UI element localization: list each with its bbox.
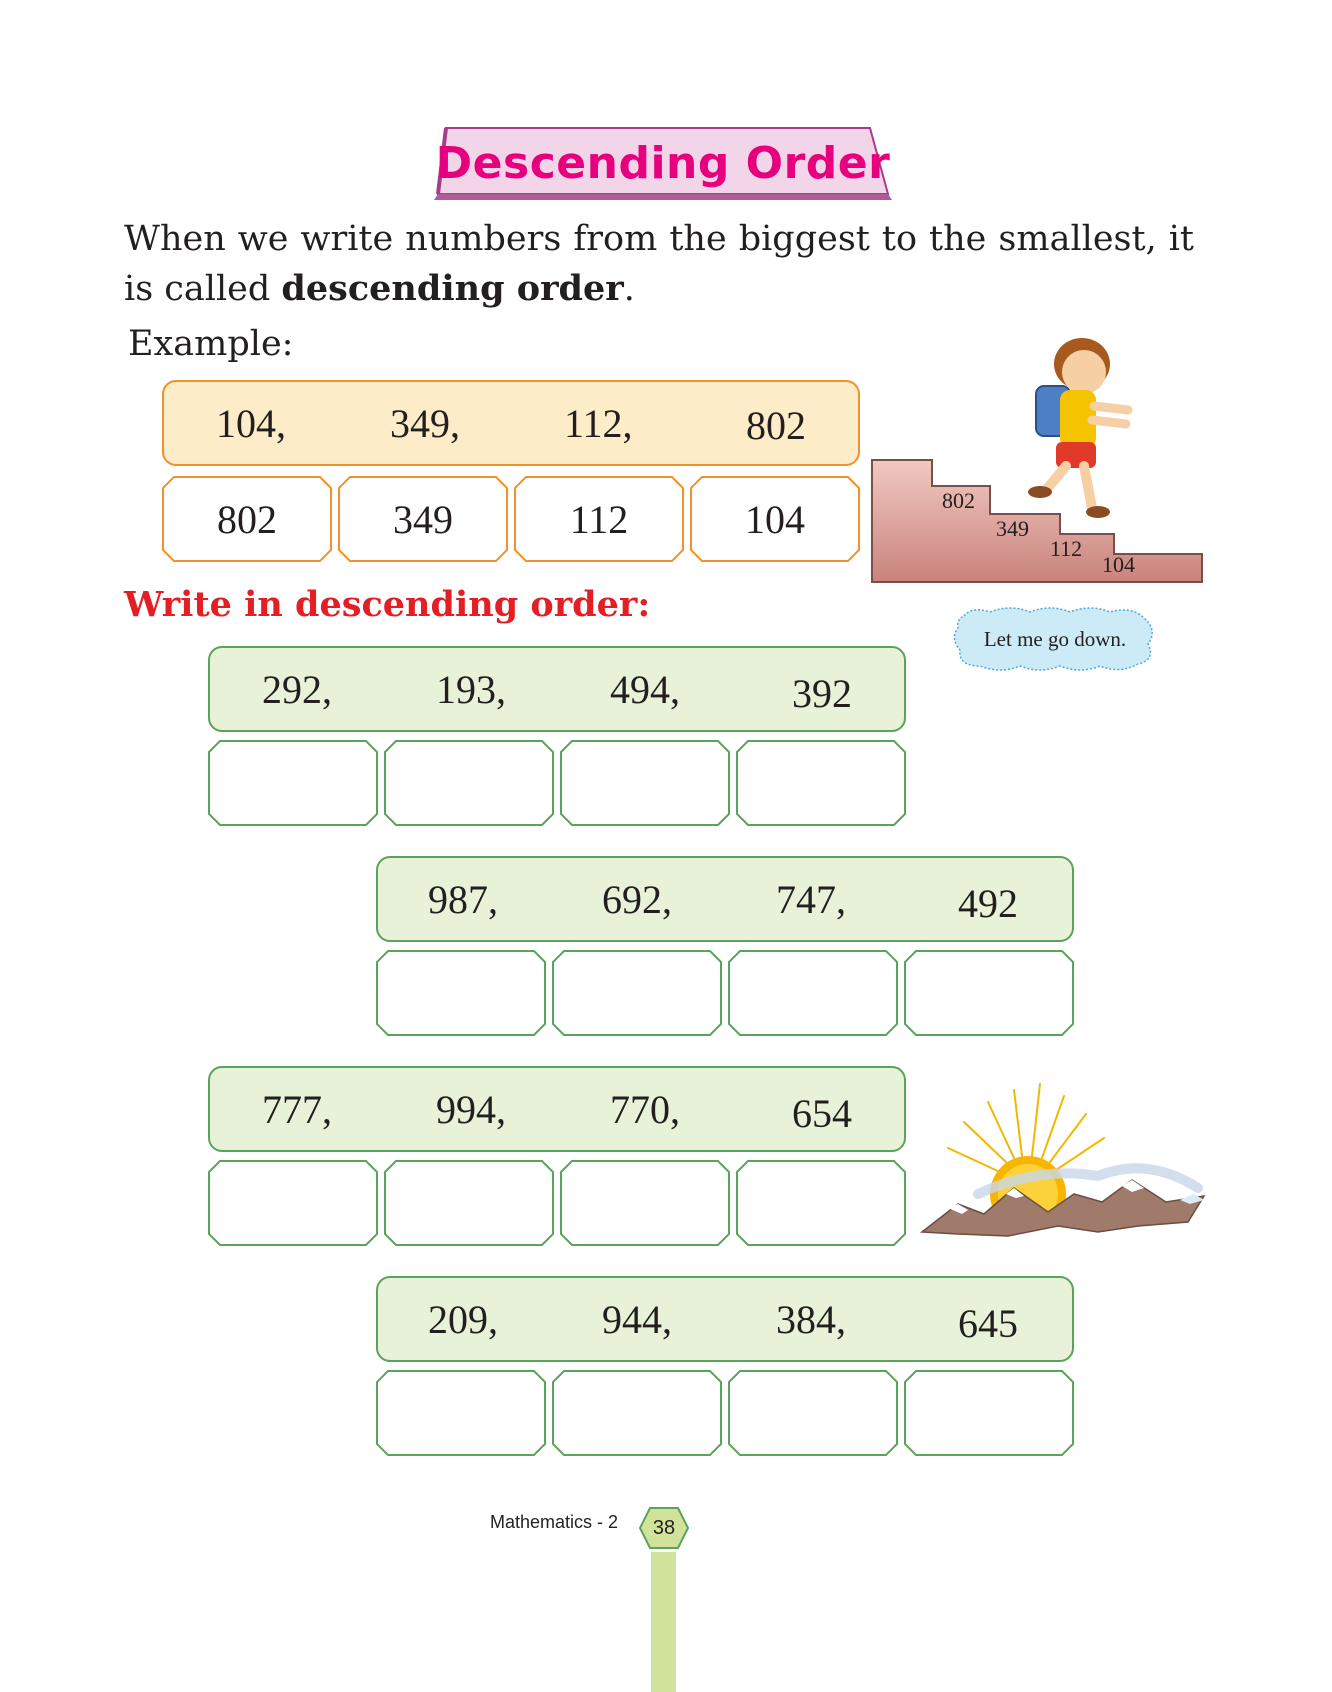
stair-label: 349 [996, 516, 1029, 541]
stair-label: 802 [942, 488, 975, 513]
exercise-given-number: 292, [262, 667, 332, 712]
exercise-answer-value[interactable] [552, 1370, 722, 1456]
example-answer-cell [690, 476, 860, 562]
example-answer-value: 349 [393, 496, 453, 542]
exercise-answer-value[interactable] [904, 1370, 1074, 1456]
instruction-heading: Write in descending order: [124, 584, 651, 625]
stair-label: 104 [1102, 552, 1135, 577]
intro-paragraph [124, 214, 1194, 314]
page-number: 38 [652, 1516, 676, 1539]
sun-icon [918, 1076, 1208, 1240]
intro-text: When we write numbers from the biggest to the smallest, it is called [124, 219, 1194, 309]
exercise-given-number: 492 [958, 881, 1018, 926]
exercise-answer-cell[interactable] [208, 1160, 378, 1246]
example-given-number: 104, [216, 401, 286, 446]
exercise-answer-value[interactable] [728, 950, 898, 1036]
speech-bubble [950, 604, 1160, 674]
exercise-answer-cell[interactable] [384, 1160, 554, 1246]
example-answer-cell [338, 476, 508, 562]
exercise-answer-value[interactable] [736, 740, 906, 826]
example-given-number: 112, [564, 401, 633, 446]
intro-text-end: . [623, 269, 635, 309]
exercise-answer-cell[interactable] [904, 1370, 1074, 1456]
example-answer-value: 802 [217, 496, 277, 542]
exercise-given-number: 654 [792, 1091, 852, 1136]
exercise-answer-cell[interactable] [728, 1370, 898, 1456]
stair-label: 112 [1050, 536, 1083, 561]
exercise-given-number: 770, [610, 1087, 680, 1132]
page-title: Descending Order [435, 137, 891, 189]
exercise-given-number: 747, [776, 877, 846, 922]
example-given-number: 802 [746, 403, 806, 448]
exercise-answer-value[interactable] [560, 740, 730, 826]
exercise-answer-value[interactable] [552, 950, 722, 1036]
exercise-given-number: 193, [436, 667, 506, 712]
exercise-given-box [208, 1066, 906, 1152]
exercise-answer-value[interactable] [384, 740, 554, 826]
example-answer-cell [514, 476, 684, 562]
intro-bold-term: descending order [281, 268, 624, 309]
exercise-answer-cell[interactable] [552, 1370, 722, 1456]
exercise-answer-cell[interactable] [728, 950, 898, 1036]
exercise-answer-cell[interactable] [552, 950, 722, 1036]
exercise-answer-cell[interactable] [736, 740, 906, 826]
exercise-given-number: 987, [428, 877, 498, 922]
exercise-given-box [208, 646, 906, 732]
example-answer-value: 104 [745, 496, 805, 542]
footer-subject-label: Mathematics - 2 [490, 1512, 619, 1532]
exercise-answer-value[interactable] [376, 1370, 546, 1456]
exercise-given-number: 209, [428, 1297, 498, 1342]
exercise-given-number: 494, [610, 667, 680, 712]
exercise-answer-cell[interactable] [384, 740, 554, 826]
exercise-given-box [376, 856, 1074, 942]
exercise-given-box [376, 1276, 1074, 1362]
exercise-answer-cell[interactable] [376, 1370, 546, 1456]
exercise-answer-value[interactable] [376, 950, 546, 1036]
footer-bar [651, 1552, 676, 1692]
example-label: Example: [128, 324, 294, 364]
exercise-answer-value[interactable] [736, 1160, 906, 1246]
exercise-answer-value[interactable] [560, 1160, 730, 1246]
sun-mountains-illustration [918, 1076, 1208, 1240]
page-number-badge [638, 1506, 690, 1550]
exercise-answer-value[interactable] [728, 1370, 898, 1456]
exercise-given-number: 777, [262, 1087, 332, 1132]
exercise-answer-cell[interactable] [904, 950, 1074, 1036]
boy-icon [1028, 338, 1128, 518]
exercise-answer-cell[interactable] [560, 1160, 730, 1246]
exercise-given-number: 384, [776, 1297, 846, 1342]
exercise-answer-cell[interactable] [208, 740, 378, 826]
exercise-given-number: 692, [602, 877, 672, 922]
exercise-answer-value[interactable] [208, 740, 378, 826]
exercise-given-number: 392 [792, 671, 852, 716]
exercise-answer-value[interactable] [904, 950, 1074, 1036]
exercise-given-number: 944, [602, 1297, 672, 1342]
exercise-given-number: 645 [958, 1301, 1018, 1346]
speech-bubble-text: Let me go down. [983, 626, 1127, 651]
title-banner [430, 124, 896, 202]
exercise-given-number: 994, [436, 1087, 506, 1132]
exercise-answer-value[interactable] [208, 1160, 378, 1246]
example-answer-value: 112 [569, 496, 629, 542]
exercise-answer-cell[interactable] [736, 1160, 906, 1246]
exercise-answer-value[interactable] [384, 1160, 554, 1246]
exercise-answer-cell[interactable] [560, 740, 730, 826]
exercise-answer-cell[interactable] [376, 950, 546, 1036]
example-answer-cell [162, 476, 332, 562]
stairs-illustration [870, 328, 1210, 584]
example-given-box [162, 380, 860, 466]
example-given-number: 349, [390, 401, 460, 446]
